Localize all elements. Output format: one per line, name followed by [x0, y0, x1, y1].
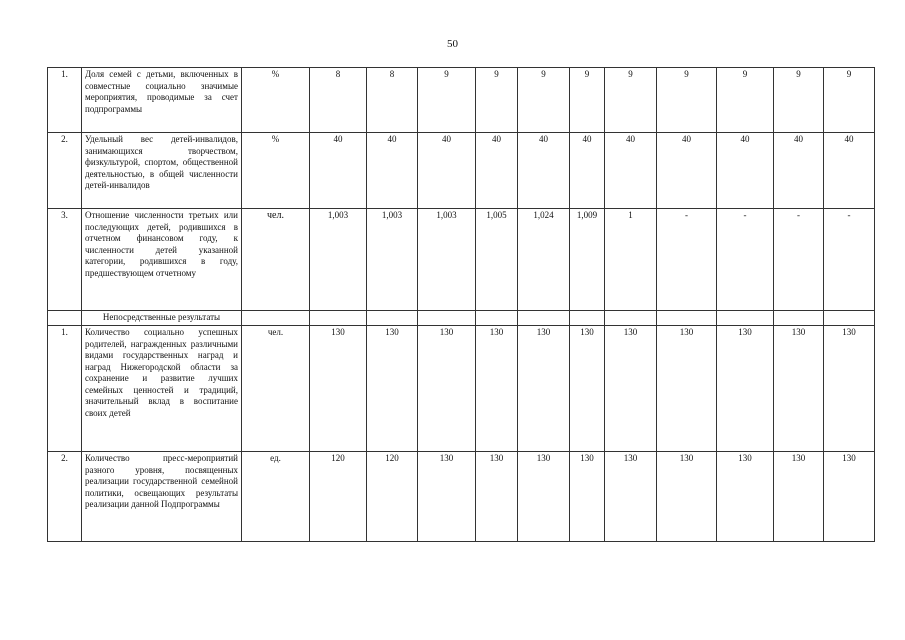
value-cell: 130	[310, 326, 367, 452]
value-cell: 40	[570, 133, 605, 209]
empty-cell	[570, 311, 605, 326]
value-cell: 130	[367, 326, 418, 452]
value-cell: 130	[657, 326, 717, 452]
value-cell: 9	[570, 68, 605, 133]
value-cell: 9	[717, 68, 774, 133]
empty-cell	[310, 311, 367, 326]
page-number: 50	[447, 38, 458, 50]
table-row	[48, 209, 875, 311]
value-cell: 130	[418, 326, 476, 452]
value-cell: 40	[518, 133, 570, 209]
indicators-table	[47, 67, 875, 542]
empty-cell	[242, 311, 310, 326]
value-cell: 130	[570, 452, 605, 542]
empty-cell	[48, 311, 82, 326]
value-cell: 40	[476, 133, 518, 209]
value-cell: 130	[824, 326, 875, 452]
empty-cell	[518, 311, 570, 326]
section-header-row	[48, 311, 875, 326]
indicator-description: Отношение численности третьих или последующих детей, родившихся в отчетном финансовом году, к численности детей указанной категории, родившихся в году, предшествующем отчетному	[82, 209, 242, 311]
value-cell: 130	[824, 452, 875, 542]
value-cell: 8	[310, 68, 367, 133]
value-cell: -	[717, 209, 774, 311]
value-cell: 1,003	[418, 209, 476, 311]
unit-cell: %	[242, 68, 310, 133]
row-number: 1.	[48, 68, 82, 133]
unit-cell: %	[242, 133, 310, 209]
empty-cell	[657, 311, 717, 326]
value-cell: 130	[476, 326, 518, 452]
value-cell: 40	[310, 133, 367, 209]
value-cell: 1,009	[570, 209, 605, 311]
empty-cell	[367, 311, 418, 326]
value-cell: 120	[367, 452, 418, 542]
empty-cell	[717, 311, 774, 326]
value-cell: 130	[476, 452, 518, 542]
unit-cell: чел.	[242, 209, 310, 311]
value-cell: 130	[518, 452, 570, 542]
value-cell: 40	[824, 133, 875, 209]
value-cell: 9	[774, 68, 824, 133]
indicator-description: Удельный вес детей-инвалидов, занимающихся творчеством, физкультурой, спортом, общественной деятельностью, в общей численности детей-инвалидов	[82, 133, 242, 209]
value-cell: 1	[605, 209, 657, 311]
value-cell: 9	[418, 68, 476, 133]
value-cell: 1,003	[310, 209, 367, 311]
value-cell: 130	[717, 326, 774, 452]
value-cell: 130	[774, 452, 824, 542]
section-title: Непосредственные результаты	[82, 311, 242, 326]
table-row	[48, 68, 875, 133]
value-cell: 1,005	[476, 209, 518, 311]
value-cell: 130	[570, 326, 605, 452]
value-cell: 130	[518, 326, 570, 452]
value-cell: 9	[605, 68, 657, 133]
value-cell: -	[657, 209, 717, 311]
value-cell: 40	[774, 133, 824, 209]
table-row	[48, 452, 875, 542]
row-number: 2.	[48, 452, 82, 542]
value-cell: 120	[310, 452, 367, 542]
empty-cell	[418, 311, 476, 326]
value-cell: 130	[418, 452, 476, 542]
result-description: Количество социально успешных родителей, награжденных различными видами государственных наград и наград Нижегородской области за сохранение и развитие лучших семейных ценностей и традиций, значительный вклад в воспитание своих детей	[82, 326, 242, 452]
row-number: 1.	[48, 326, 82, 452]
empty-cell	[774, 311, 824, 326]
value-cell: 9	[824, 68, 875, 133]
row-number: 2.	[48, 133, 82, 209]
value-cell: 9	[518, 68, 570, 133]
result-description: Количество пресс-мероприятий разного уровня, посвященных реализации государственной семейной политики, освещающих результаты реализации данной Подпрограммы	[82, 452, 242, 542]
value-cell: 9	[476, 68, 518, 133]
value-cell: 40	[418, 133, 476, 209]
empty-cell	[824, 311, 875, 326]
value-cell: 130	[605, 326, 657, 452]
value-cell: 40	[367, 133, 418, 209]
value-cell: 130	[717, 452, 774, 542]
value-cell: 1,003	[367, 209, 418, 311]
row-number: 3.	[48, 209, 82, 311]
value-cell: 8	[367, 68, 418, 133]
value-cell: -	[824, 209, 875, 311]
indicator-description: Доля семей с детьми, включенных в совместные социально значимые мероприятия, проводимые за счет подпрограммы	[82, 68, 242, 133]
value-cell: 40	[605, 133, 657, 209]
value-cell: 40	[657, 133, 717, 209]
unit-cell: чел.	[242, 326, 310, 452]
table-row	[48, 133, 875, 209]
unit-cell: ед.	[242, 452, 310, 542]
value-cell: 1,024	[518, 209, 570, 311]
empty-cell	[476, 311, 518, 326]
value-cell: 130	[774, 326, 824, 452]
value-cell: 9	[657, 68, 717, 133]
table-row	[48, 326, 875, 452]
value-cell: -	[774, 209, 824, 311]
value-cell: 130	[657, 452, 717, 542]
value-cell: 130	[605, 452, 657, 542]
value-cell: 40	[717, 133, 774, 209]
empty-cell	[605, 311, 657, 326]
